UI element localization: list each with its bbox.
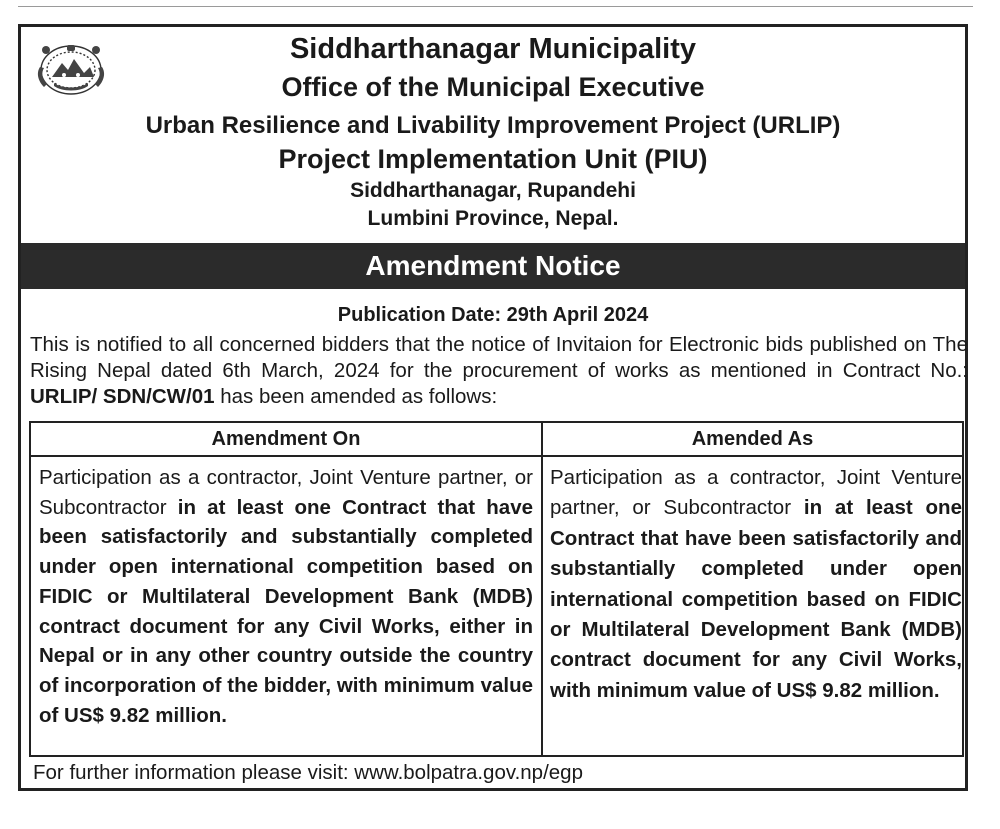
amendment-notice (18, 24, 968, 791)
address-city: Siddharthanagar, Rupandehi (350, 179, 636, 202)
notice-title-banner: Amendment Notice (21, 243, 965, 289)
amendment-on-bold: in at least one Contract that have been satisfactorily and substantially completed under open international competition based on FIDIC or Multilateral Development Bank (MDB) contract document for any Civil Works, either in Nepal or in any other country outside the country of incorporation of the bidder, with minimum value of US$ 9.82 million. (39, 495, 533, 727)
municipality-name: Siddharthanagar Municipality (289, 33, 697, 65)
unit-name: Project Implementation Unit (PIU) (278, 144, 708, 174)
amended-as-plain: Participation as a contractor, Joint Venture partner, or Subcontractor (550, 466, 962, 520)
top-rule (18, 6, 973, 7)
amendment-table (29, 421, 964, 757)
amendment-on-cell (39, 463, 533, 730)
intro-text-after: has been amended as follows: (214, 385, 498, 408)
intro-paragraph (30, 332, 968, 410)
contract-number: URLIP/ SDN/CW/01 (30, 385, 215, 408)
footer-info: For further information please visit: www.bolpatra.gov.np/egp (33, 761, 583, 784)
amendment-on-plain: Participation as a contractor, Joint Venture partner, or Subcontractor (39, 466, 533, 519)
amended-as-cell (550, 463, 962, 706)
amended-as-bold: in at least one Contract that have been satisfactorily and substantially completed under open international competition based on FIDIC or Multilateral Development Bank (MDB) contract document for any Civil Works, with minimum value of US$ 9.82 million. (550, 496, 962, 702)
publication-date: Publication Date: 29th April 2024 (337, 304, 649, 326)
column-header-amended-as: Amended As (691, 428, 814, 450)
office-name: Office of the Municipal Executive (281, 72, 705, 102)
column-divider (541, 423, 543, 755)
intro-text-before: This is notified to all concerned bidders that the notice of Invitaion for Electronic bids published on The Rising Nepal dated 6th March, 2024 for the procurement of works as mentioned in Contract No.: (30, 333, 968, 382)
column-header-amendment-on: Amendment On (211, 428, 361, 450)
header-row-divider (31, 455, 962, 457)
project-name: Urban Resilience and Livability Improvement Project (URLIP) (145, 112, 841, 139)
notice-header (21, 27, 965, 243)
address-province: Lumbini Province, Nepal. (367, 207, 619, 230)
